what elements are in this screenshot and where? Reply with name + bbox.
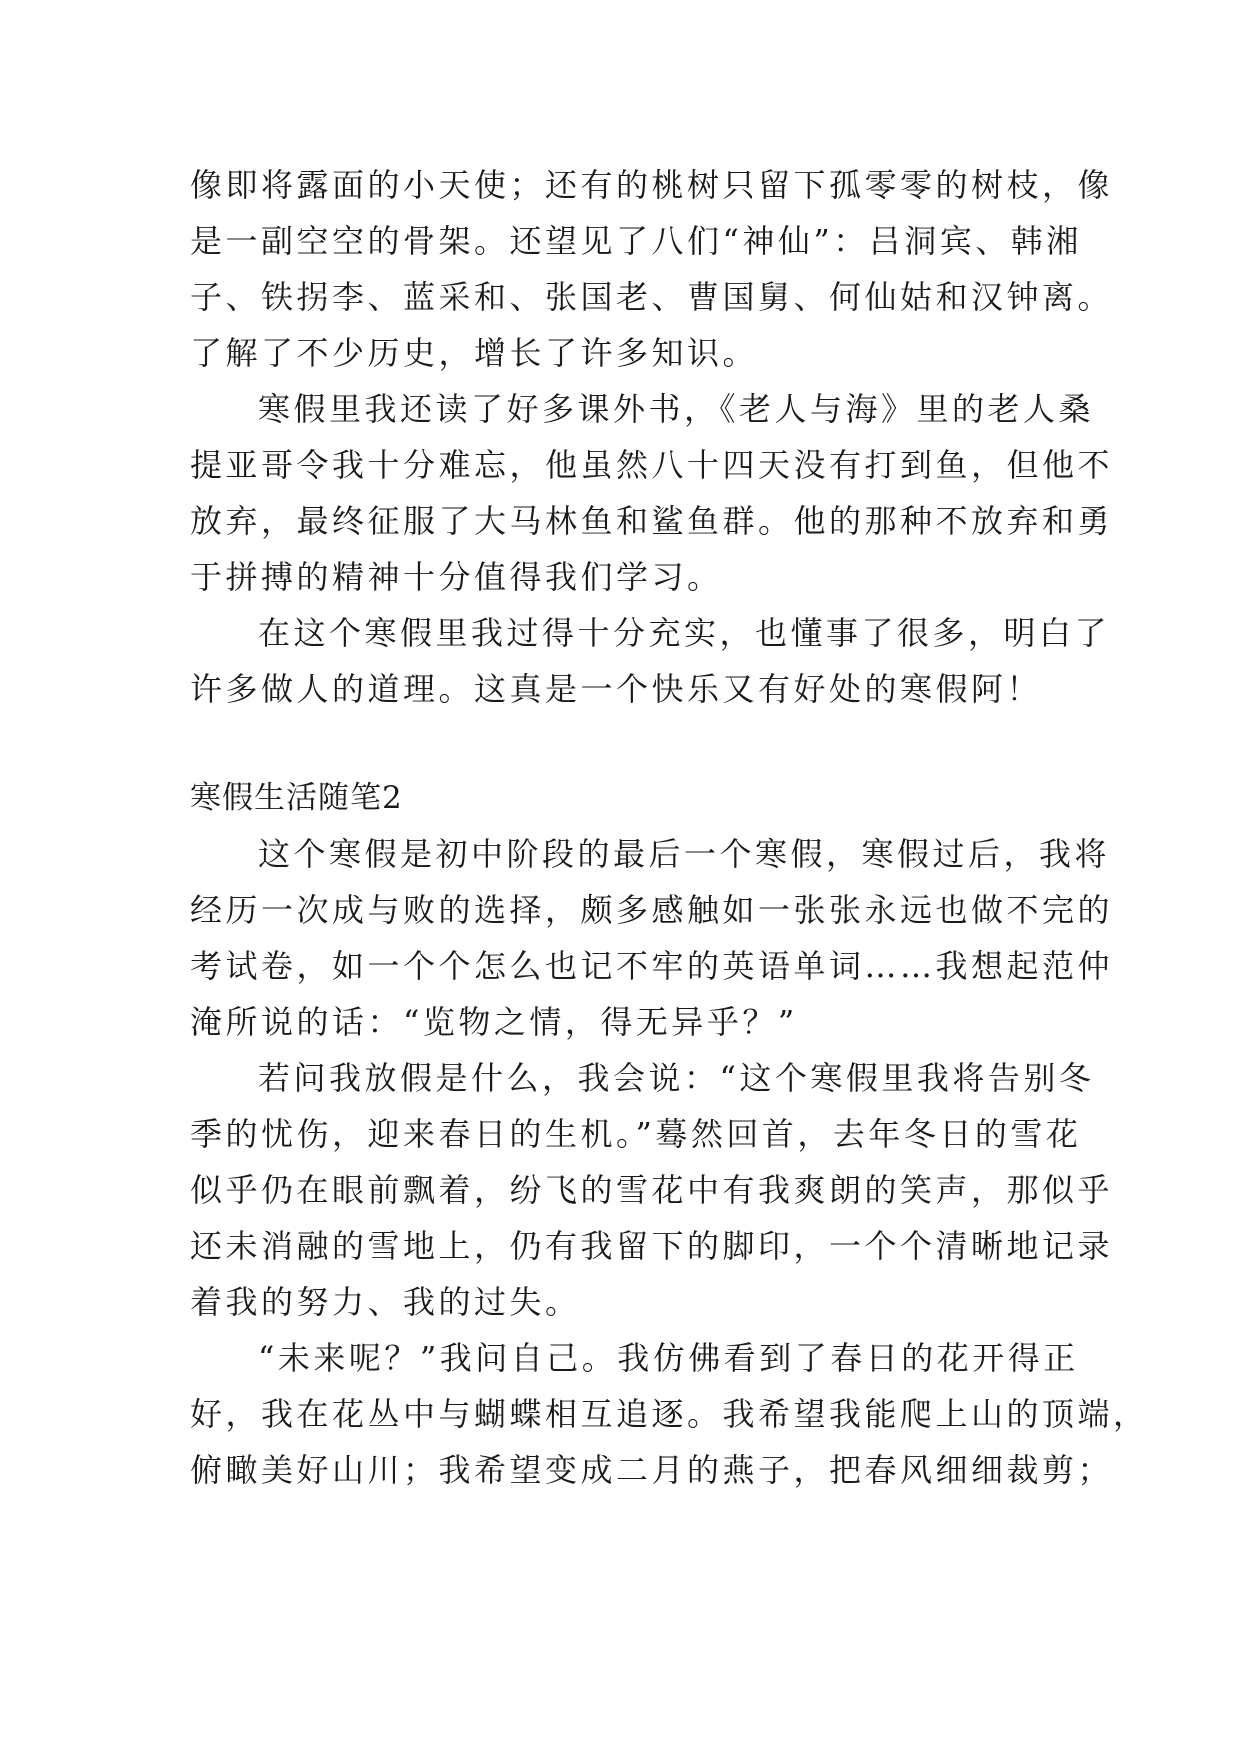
paragraph-line: 好，我在花丛中与蝴蝶相互追逐。我希望我能爬上山的顶端，	[190, 1395, 1149, 1433]
paragraph-line: 似乎仍在眼前飘着，纷飞的雪花中有我爽朗的笑声，那似乎	[190, 1171, 1114, 1209]
paragraph-line: “未来呢？”我问自己。我仿佛看到了春日的花开得正	[258, 1339, 1079, 1377]
paragraph-line: 季的忧伤，迎来春日的生机。”蓦然回首，去年冬日的雪花	[190, 1115, 1082, 1153]
paragraph-line: 考试卷，如一个个怎么也记不牢的英语单词……我想起范仲	[190, 947, 1114, 985]
paragraph-line: 还未消融的雪地上，仍有我留下的脚印，一个个清晰地记录	[190, 1227, 1114, 1265]
paragraph-line: 放弃，最终征服了大马林鱼和鲨鱼群。他的那种不放弃和勇	[190, 502, 1114, 540]
paragraph-line: 淹所说的话：“览物之情，得无异乎？”	[190, 1003, 798, 1041]
paragraph-line: 俯瞰美好山川；我希望变成二月的燕子，把春风细细裁剪；	[190, 1451, 1114, 1489]
paragraph-line: 在这个寒假里我过得十分充实，也懂事了很多，明白了	[258, 614, 1111, 652]
paragraph-line: 许多做人的道理。这真是一个快乐又有好处的寒假阿！	[190, 670, 1043, 708]
paragraph-line: 子、铁拐李、蓝采和、张国老、曹国舅、何仙姑和汉钟离。	[190, 278, 1114, 316]
paragraph-line: 是一副空空的骨架。还望见了八们“神仙”：吕洞宾、韩湘	[190, 222, 1082, 260]
paragraph-line: 若问我放假是什么，我会说：“这个寒假里我将告别冬	[258, 1059, 1095, 1097]
paragraph-line: 这个寒假是初中阶段的最后一个寒假，寒假过后，我将	[258, 835, 1111, 873]
paragraph-line: 寒假里我还读了好多课外书，《老人与海》里的老人桑	[258, 390, 1095, 428]
paragraph-line: 着我的努力、我的过失。	[190, 1283, 581, 1321]
paragraph-line: 了解了不少历史，增长了许多知识。	[190, 334, 759, 372]
paragraph-line: 像即将露面的小天使；还有的桃树只留下孤零零的树枝，像	[190, 166, 1114, 204]
paragraph-line: 于拼搏的精神十分值得我们学习。	[190, 558, 723, 596]
section-heading: 寒假生活随笔2	[190, 780, 403, 816]
paragraph-line: 经历一次成与败的选择，颇多感触如一张张永远也做不完的	[190, 891, 1114, 929]
paragraph-line: 提亚哥令我十分难忘，他虽然八十四天没有打到鱼，但他不	[190, 446, 1114, 484]
